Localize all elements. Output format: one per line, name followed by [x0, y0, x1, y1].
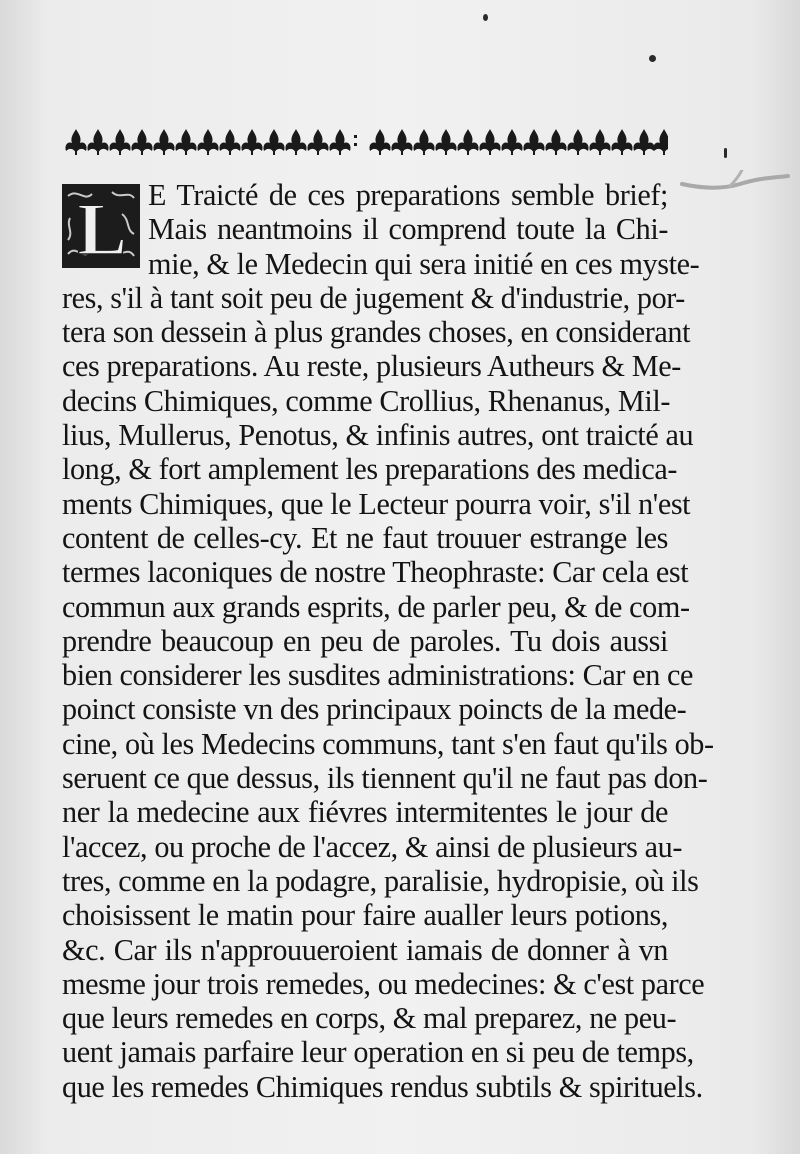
text-line: bien considerer les susdites administrations: Car en ce	[62, 658, 694, 693]
text-line: decins Chimiques, comme Crollius, Rhenanus, Mil-	[62, 383, 670, 418]
text-line: tera son dessein à plus grandes choses, en considerant	[62, 315, 691, 350]
text-line: tres, comme en la podagre, paralisie, hydropisie, où ils	[62, 863, 699, 898]
text-line: prendre beaucoup en peu de paroles. Tu dois aussi	[62, 623, 668, 658]
drop-cap-initial	[62, 184, 140, 268]
text-line: l'accez, ou proche de l'accez, & ainsi de plusieurs au-	[62, 829, 683, 864]
text-line: ner la medecine aux fiévres intermitentes le jour de	[62, 795, 668, 830]
ink-speck	[724, 148, 727, 158]
ink-speck	[649, 55, 656, 62]
fleuron-ornament-band	[62, 126, 668, 156]
text-line: lius, Mullerus, Penotus, & infinis autres, ont traicté au	[62, 418, 694, 453]
svg-text:L: L	[77, 189, 127, 268]
text-line: ces preparations. Au reste, plusieurs Autheurs & Me-	[62, 349, 681, 384]
text-line: choisissent le matin pour faire aualler leurs potions,	[62, 898, 668, 933]
text-line: commun aux grands esprits, de parler peu, & de com-	[62, 589, 690, 624]
text-line: content de celles-cy. Et ne faut trouuer estrange les	[62, 520, 668, 555]
text-line: cine, où les Medecins communs, tant s'en faut qu'ils ob-	[62, 726, 714, 761]
text-line: ments Chimiques, que le Lecteur pourra voir, s'il n'est	[62, 486, 691, 521]
text-line: Mais neantmoins il comprend toute la Chi-	[148, 212, 668, 247]
ink-speck	[483, 14, 488, 21]
text-line: mesme jour trois remedes, ou medecines: & c'est parce	[62, 966, 705, 1001]
text-line: res, s'il à tant soit peu de jugement & d'industrie, por-	[62, 280, 685, 315]
paper-fiber	[680, 170, 790, 210]
text-line: &c. Car ils n'approuueroient iamais de donner à vn	[62, 932, 668, 967]
text-line: que leurs remedes en corps, & mal preparez, ne peu-	[62, 1001, 677, 1036]
text-line: poinct consiste vn des principaux poincts de la mede-	[62, 692, 687, 727]
text-line: E Traicté de ces preparations semble brief;	[148, 178, 668, 212]
text-line: uent jamais parfaire leur operation en si peu de temps,	[62, 1035, 694, 1070]
text-line: termes laconiques de nostre Theophraste: Car cela est	[62, 555, 689, 590]
body-text	[62, 178, 714, 1104]
text-line: mie, & le Medecin qui sera initié en ces myste-	[148, 246, 700, 281]
text-line: long, & fort amplement les preparations des medica-	[62, 452, 678, 487]
text-line: seruent ce que dessus, ils tiennent qu'il ne faut pas don-	[62, 761, 708, 796]
text-line: que les remedes Chimiques rendus subtils & spirituels.	[62, 1069, 703, 1104]
